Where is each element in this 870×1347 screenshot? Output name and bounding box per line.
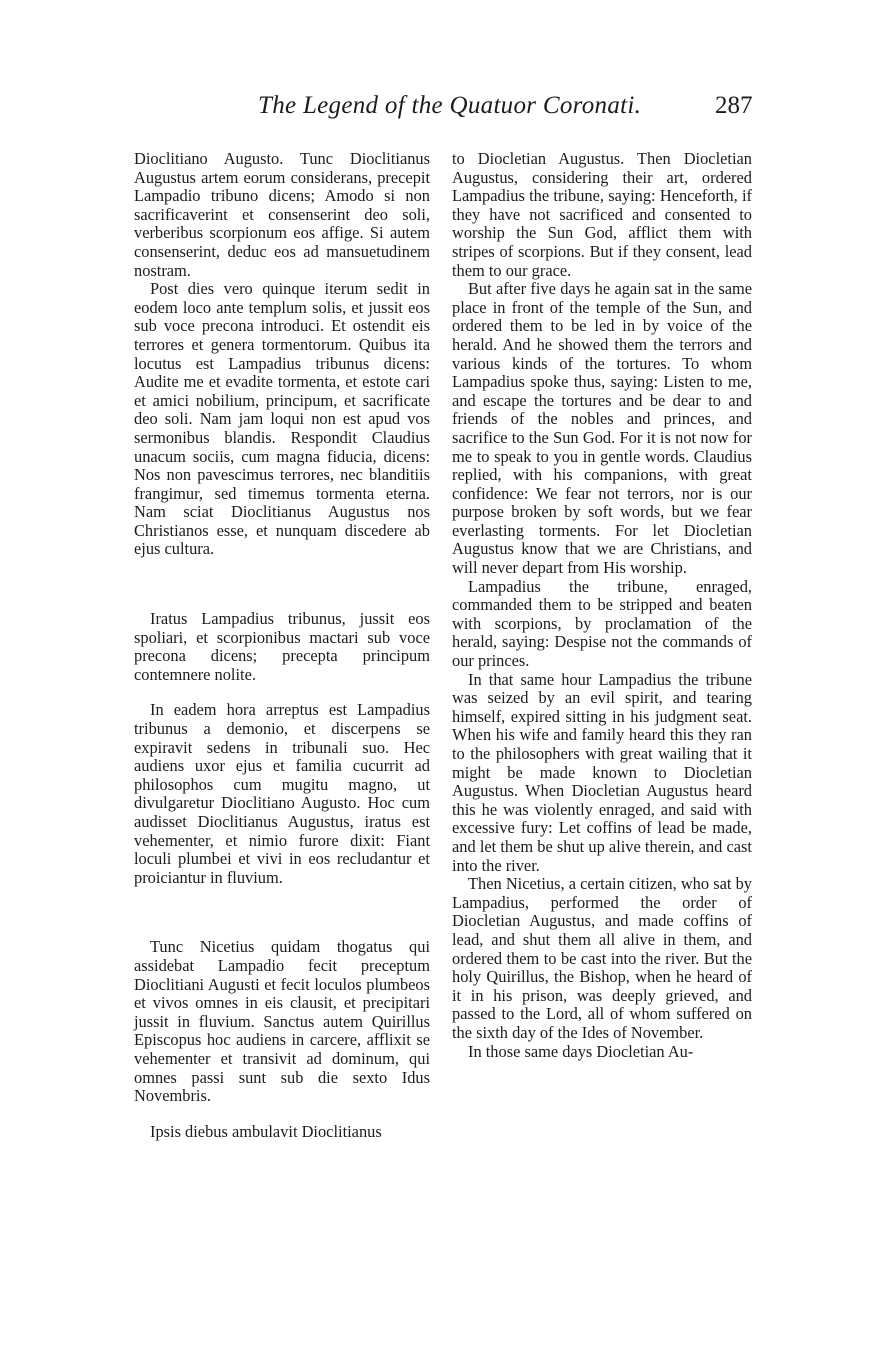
english-column	[452, 150, 752, 1061]
latin-column	[134, 150, 430, 1141]
latin-paragraph-2: Post dies vero quinque iterum sedit in eodem loco ante templum solis, et jussit eos sub voce precona introduci. Et ostendit eis terrores et genera tormentorum. Quibus ita locutus est Lampadius tribunus dicens: Audite me et evadite tormenta, et estote cari et amici nobilium, principum, et sacrificate deo soli. Nam jam loqui non est apud vos sermonibus blandis. Respondit Claudius unacum sociis, cum magna fiducia, dicens: Nos non pavescimus terrores, nec blanditiis frangimur, sed timemus tormenta eterna. Nam sciat Dioclitianus Augustus nos Christianos esse, et nunquam discedere ab ejus cultura.	[134, 279, 430, 559]
english-paragraph-3: Lampadius the tribune, enraged, commanded them to be stripped and beaten with scorpions, by proclamation of the herald, saying: Despise not the commands of our princes.	[452, 576, 752, 671]
latin-paragraph-3: Iratus Lampadius tribunus, jussit eos spoliari, et scorpionibus mactari sub voce precona dicens; precepta principum contemnere nolite.	[134, 609, 430, 684]
running-head	[0, 92, 870, 132]
latin-paragraph-1: Dioclitiano Augusto. Tunc Dioclitianus Augustus artem eorum considerans, precepit Lampadio tribuno dicens; Amodo si non sacrificaverint et consenserint deo soli, verberibus scorpionum eos affige. Si autem consenserint, deduc eos ad mansuetudinem nostram.	[134, 149, 430, 280]
page-number: 287	[715, 92, 753, 119]
latin-paragraph-6: Ipsis diebus ambulavit Dioclitianus	[150, 1121, 382, 1141]
latin-paragraph-4: In eadem hora arreptus est Lampadius tribunus a demonio, et discerpens se expiravit sedens in tribunali suo. Hec audiens uxor ejus et familia cucurrit ad philosophos cum mugitu magno, ut divulgaretur Dioclitiano Augusto. Hoc cum audisset Dioclitianus Augustus, iratus est vehementer, et nimio furore dixit: Fiant loculi plumbei et vivi in eos recludantur et proiciantur in fluvium.	[134, 700, 430, 887]
latin-paragraph-5: Tunc Nicetius quidam thogatus qui assidebat Lampadio fecit preceptum Dioclitiani Augusti et fecit loculos plumbeos et vivos omnes in eis clausit, et precipitari jussit in fluvium. Sanctus autem Quirillus Episcopus hoc audiens in carcere, afflixit se vehementer et transivit ad dominum, qui omnes passi sunt sub die sexto Idus Novembris.	[134, 937, 430, 1106]
english-paragraph-2: But after five days he again sat in the same place in front of the temple of the Sun, and ordered them to be led in by voice of the herald. And he showed them the terrors and various kinds of the tortures. To whom Lampadius spoke thus, saying: Listen to me, and escape the tortures and be dear to and friends of the nobles and princes, and sacrifice to the Sun God. For it is not now for me to speak to you in gentle words. Claudius replied, with his companions, with great confidence: We fear not terrors, nor is our purpose broken by soft words, but we fear everlasting torments. For let Diocletian Augustus know that we are Christians, and will never depart from His worship.	[452, 279, 752, 578]
english-paragraph-5: Then Nicetius, a certain citizen, who sat by Lampadius, performed the order of Diocletian Augustus, and made coffins of lead, and shut them all alive in them, and ordered them to be cast into the river. But the holy Quirillus, the Bishop, when he heard of it in his prison, was deeply grieved, and passed to the Lord, all of whom suffered on the sixth day of the Ides of November.	[452, 874, 752, 1042]
english-paragraph-6: In those same days Diocletian Au-	[468, 1041, 694, 1061]
english-paragraph-1: to Diocletian Augustus. Then Diocletian Augustus, considering their art, ordered Lampadius the tribune, saying: Henceforth, if they have not sacrificed and consented to worship the Sun God, afflict them with stripes of scorpions. But if they consent, lead them to our grace.	[452, 149, 752, 280]
english-paragraph-4: In that same hour Lampadius the tribune was seized by an evil spirit, and tearing himself, expired sitting in his judgment seat. When his wife and family heard this they ran to the philosophers with great wailing that it might be made known to Diocletian Augustus. When Diocletian Augustus heard this he was violently enraged, and said with excessive fury: Let coffins of lead be made, and let them be shut up alive therein, and cast into the river.	[452, 669, 752, 875]
running-title: The Legend of the Quatuor Coronati.	[258, 92, 642, 119]
